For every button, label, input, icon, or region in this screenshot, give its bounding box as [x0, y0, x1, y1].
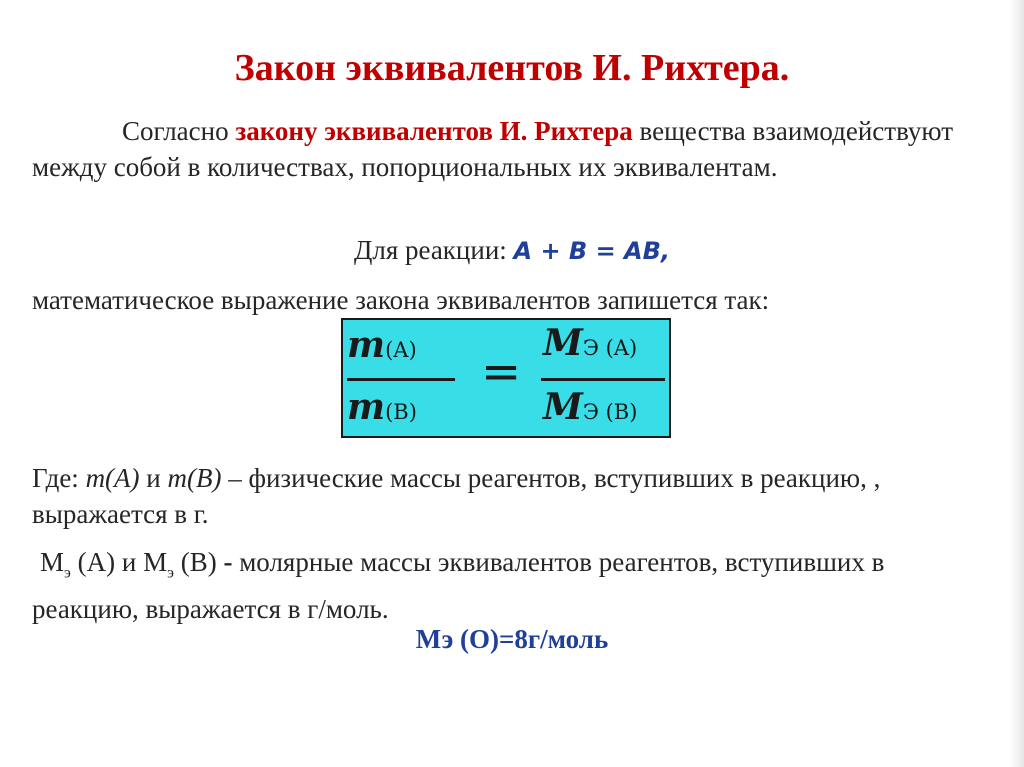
- paragraph-definition: [32, 113, 992, 185]
- formula-numerator-right: [543, 322, 637, 364]
- mass-b: m(B): [167, 463, 222, 493]
- mass-symbol: m: [347, 324, 386, 366]
- definition-rest: вещества взаимодействуют между собой в количествах, попорциональных их эквивалентам.: [32, 116, 954, 182]
- formula-box: [341, 318, 671, 438]
- molar-mass-subscript-a: Э (A): [582, 336, 638, 360]
- molar-b-tail: (В): [173, 547, 217, 577]
- molar-dash: -: [216, 547, 233, 577]
- molar-rest: молярные массы эквивалентов реагентов, вступивших в реакцию, выражается в г/моль.: [32, 547, 885, 625]
- oxygen-equivalent-mass: Мэ (О)=8г/моль: [415, 624, 609, 654]
- mass-a: m(A): [85, 463, 140, 493]
- mass-symbol: m: [347, 386, 386, 428]
- molar-mass-subscript-b: Э (B): [582, 400, 638, 424]
- molar-mass-symbol: M: [543, 386, 583, 428]
- molar-a-subscript: э: [64, 564, 71, 582]
- where-label: Где:: [32, 463, 86, 493]
- mass-subscript-a: (A): [385, 338, 417, 362]
- reaction-line: [0, 232, 1024, 269]
- mass-subscript-b: (B): [385, 400, 417, 424]
- formula-numerator-left: [347, 324, 417, 366]
- fraction-bar-left: [347, 378, 455, 381]
- reaction-label: Для реакции:: [353, 235, 514, 265]
- definition-highlight: закону эквивалентов И. Рихтера: [235, 116, 633, 146]
- slide-title: Закон эквивалентов И. Рихтера.: [234, 47, 790, 89]
- fraction-bar-right: [541, 378, 665, 381]
- where-and: и: [139, 463, 168, 493]
- paragraph-where: [32, 460, 992, 532]
- molar-a-symbol: М: [40, 547, 65, 577]
- molar-a-tail: (А) и: [70, 547, 144, 577]
- math-intro: математическое выражение закона эквивалентов запишется так:: [32, 285, 770, 315]
- reaction-equation: A + B = AB,: [513, 237, 671, 265]
- molar-mass-symbol: M: [543, 322, 583, 364]
- molar-b-subscript: э: [167, 564, 174, 582]
- formula-denominator-right: [543, 386, 637, 428]
- molar-b-symbol: М: [143, 547, 168, 577]
- definition-lead: Согласно: [122, 116, 236, 146]
- where-rest: – физические массы реагентов, вступивших в реакцию, , выражается в г.: [32, 463, 881, 529]
- paragraph-molar: [32, 544, 992, 627]
- formula-equals: =: [481, 344, 522, 400]
- formula-denominator-left: [347, 386, 417, 428]
